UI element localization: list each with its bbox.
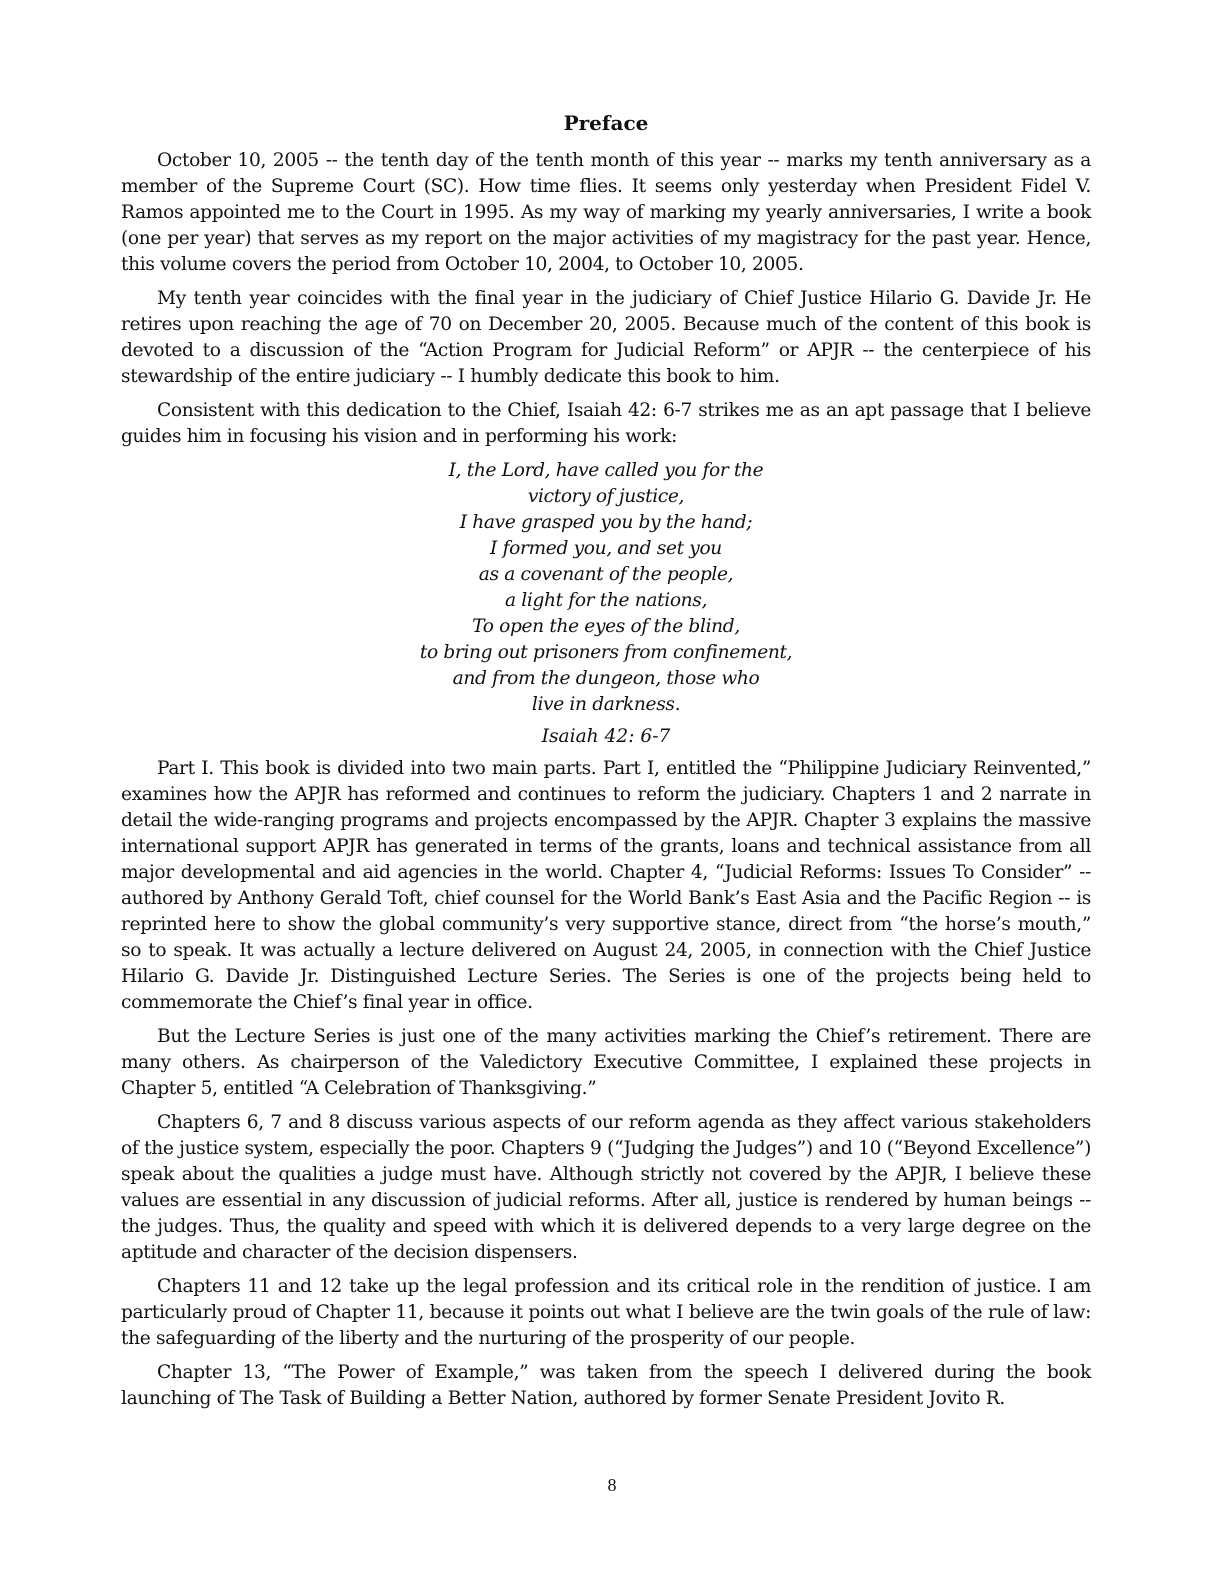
quote-line: To open the eyes of the blind, bbox=[472, 616, 740, 637]
paragraph-part-one: Part I. This book is divided into two main parts. Part I, entitled the “Philippine Judiciary Reinvented,” examines how the APJR has reformed and continues to reform the judiciary. Chapters 1 and 2 narrate in detail the wide-ranging programs and projects encompassed by the APJR. Chapter 3 explains the massive international support APJR has generated in terms of the grants, loans and technical assistance from all major developmental and aid agencies in the world. Chapter 4, “Judicial Reforms: Issues To Consider” -- authored by Anthony Gerald Toft, chief counsel for the World Bank’s East Asia and the Pacific Region -- is reprinted here to show the global community’s very supportive stance, direct from “the horse’s mouth,” so to speak. It was actually a lecture delivered on August 24, 2005, in connection with the Chief Justice Hilario G. Davide Jr. Distinguished Lecture Series. The Series is one of the projects being held to commemorate the Chief’s final year in office. bbox=[121, 758, 1091, 1013]
quote-line: I have grasped you by the hand; bbox=[459, 512, 753, 533]
paragraph-chapter-13: Chapter 13, “The Power of Example,” was taken from the speech I delivered during the book launching of The Task of Building a Better Nation, authored by former Senate President Jovito R. bbox=[121, 1362, 1091, 1409]
quote-line: to bring out prisoners from confinement, bbox=[419, 642, 793, 663]
page-number: 8 bbox=[607, 1475, 617, 1495]
quote-citation: Isaiah 42: 6-7 bbox=[541, 726, 671, 747]
quote-line: I, the Lord, have called you for the bbox=[448, 460, 764, 481]
quote-line: live in darkness. bbox=[531, 694, 681, 715]
quote-line: and from the dungeon, those who bbox=[452, 668, 760, 689]
paragraph-lecture-series: But the Lecture Series is just one of the many activities marking the Chief’s retirement. There are many others. As chairperson of the Valedictory Executive Committee, I explained these projects in Chapter 5, entitled “A Celebration of Thanksgiving.” bbox=[121, 1026, 1091, 1099]
quote-line: victory of justice, bbox=[527, 486, 685, 507]
paragraph-dedication: My tenth year coincides with the final year in the judiciary of Chief Justice Hilario G. Davide Jr. He retires upon reaching the age of 70 on December 20, 2005. Because much of the content of this book is devoted to a discussion of the “Action Program for Judicial Reform” or APJR -- the centerpiece of his stewardship of the entire judiciary -- I humbly dedicate this book to him. bbox=[121, 288, 1091, 387]
paragraph-anniversary: October 10, 2005 -- the tenth day of the tenth month of this year -- marks my tenth anniversary as a member of the Supreme Court (SC). How time flies. It seems only yesterday when President Fidel V. Ramos appointed me to the Court in 1995. As my way of marking my yearly anniversaries, I write a book (one per year) that serves as my report on the major activities of my magistracy for the past year. Hence, this volume covers the period from October 10, 2004, to October 10, 2005. bbox=[121, 150, 1091, 275]
document-page bbox=[121, 108, 1091, 1420]
scripture-quote bbox=[121, 458, 1091, 718]
paragraph-isaiah-intro: Consistent with this dedication to the Chief, Isaiah 42: 6-7 strikes me as an apt passage that I believe guides him in focusing his vision and in performing his work: bbox=[121, 400, 1091, 447]
page-title: Preface bbox=[563, 111, 649, 135]
paragraph-chapters-11-12: Chapters 11 and 12 take up the legal profession and its critical role in the rendition of justice. I am particularly proud of Chapter 11, because it points out what I believe are the twin goals of the rule of law: the safeguarding of the liberty and the nurturing of the prosperity of our people. bbox=[121, 1276, 1091, 1349]
paragraph-chapters-6-10: Chapters 6, 7 and 8 discuss various aspects of our reform agenda as they affect various stakeholders of the justice system, especially the poor. Chapters 9 (“Judging the Judges”) and 10 (“Beyond Excellence”) speak about the qualities a judge must have. Although strictly not covered by the APJR, I believe these values are essential in any discussion of judicial reforms. After all, justice is rendered by human beings -- the judges. Thus, the quality and speed with which it is delivered depends to a very large degree on the aptitude and character of the decision dispensers. bbox=[121, 1112, 1091, 1263]
quote-line: a light for the nations, bbox=[504, 590, 708, 611]
quote-line: as a covenant of the people, bbox=[478, 564, 734, 585]
quote-line: I formed you, and set you bbox=[490, 538, 722, 559]
